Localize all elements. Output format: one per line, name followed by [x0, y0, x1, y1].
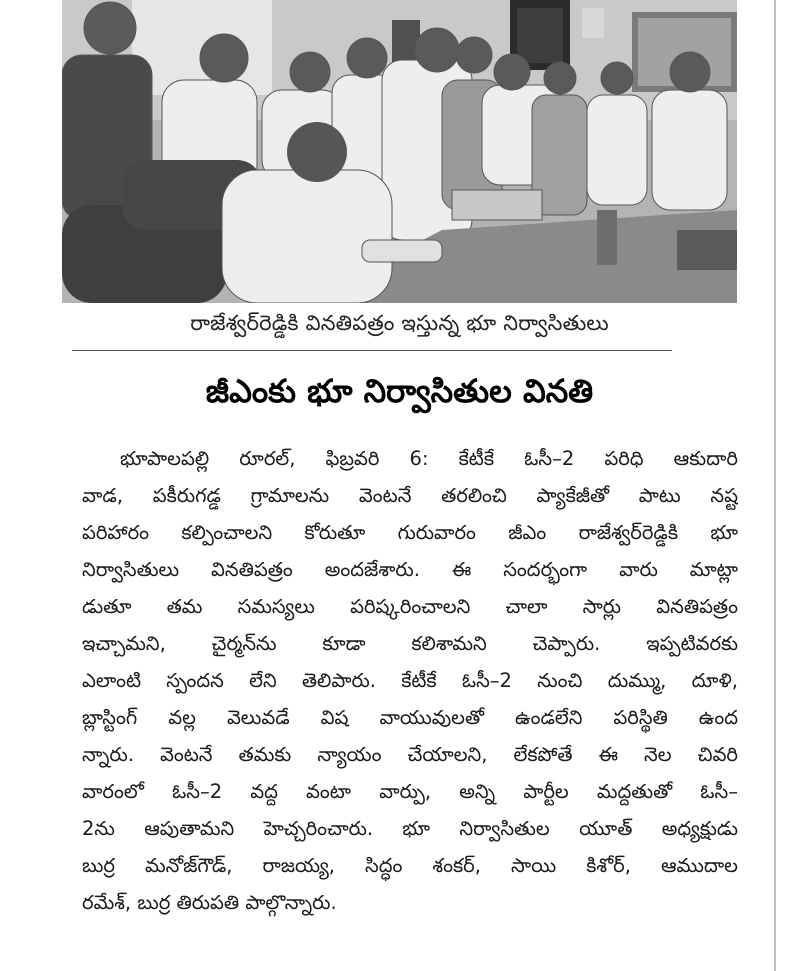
news-photo [62, 0, 737, 303]
body-line: బ్లాస్టింగ్ వల్ల వెలువడే విష వాయువులతో ఉండలేని పరిస్థితి ఉంద [82, 706, 738, 729]
body-line: డుతూ తమ సమస్యలు పరిష్కరించాలని చాలా సార్లు వినతిపత్రం [82, 595, 738, 618]
body-line: న్నారు. వెంటనే తమకు న్యాయం చేయాలని, లేకపోతే ఈ నెల చివరి [82, 743, 738, 766]
body-line: పరిహారం కల్పించాలని కోరుతూ గురువారం జీఎం రాజేశ్వర్‌రెడ్డికి భూ [82, 521, 738, 544]
body-line: బుర్ర మనోజ్‌గౌడ్, రాజయ్య, సిద్ధం శంకర్, సాయి కిశోర్, ఆముదాల [82, 854, 738, 877]
body-line: రమేశ్, బుర్ర తిరుపతి పాల్గొన్నారు. [82, 891, 337, 914]
body-line: ఎలాంటి స్పందన లేని తెలిపారు. కేటీకే ఓసీ–2 నుంచి దుమ్ము, దూళి, [82, 669, 738, 692]
body-line: 2ను ఆపుతామని హెచ్చరించారు. భూ నిర్వాసితుల యూత్ అధ్యక్షుడు [82, 817, 738, 840]
news-clipping [62, 0, 737, 971]
article-headline: జీఎంకు భూ నిర్వాసితుల వినతి [205, 372, 594, 410]
caption-divider [72, 350, 672, 351]
body-line: వాడ, పకీరుగడ్డ గ్రామాలను వెంటనే తరలించి ప్యాకేజీతో పాటు నష్ట [82, 484, 738, 507]
article-body [82, 440, 738, 921]
body-line: నిర్వాసితులు వినతిపత్రం అందజేశారు. ఈ సందర్భంగా వారు మాట్లా [82, 558, 738, 581]
photo-illustration [62, 0, 737, 303]
column-divider [774, 0, 776, 971]
photo-caption: రాజేశ్వర్‌రెడ్డికి వినతిపత్రం ఇస్తున్న భూ నిర్వాసితులు [190, 311, 609, 335]
body-line: భూపాలపల్లి రూరల్, ఫిబ్రవరి 6: కేటీకే ఓసీ–2 పరిధి ఆకుదారి [120, 447, 738, 470]
body-line: వారంలో ఓసీ–2 వద్ద వంటా వార్పు, అన్ని పార్టీల మద్దతుతో ఓసీ– [82, 780, 738, 803]
body-line: ఇచ్చామని, చైర్మన్‌ను కూడా కలిశామని చెప్పారు. ఇప్పటివరకు [82, 632, 738, 655]
